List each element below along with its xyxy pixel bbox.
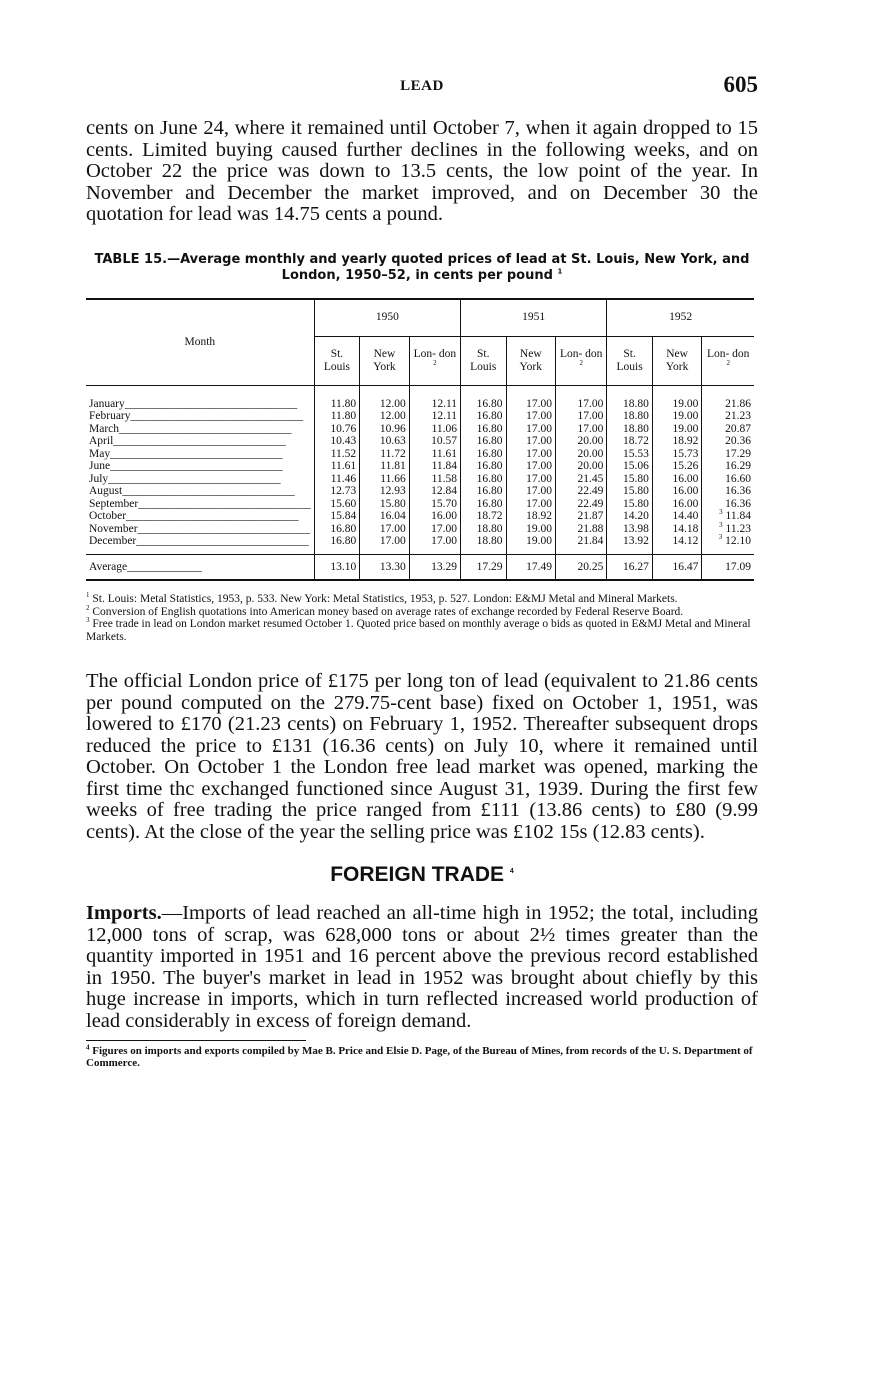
- subheader-st-louis: St. Louis: [461, 336, 507, 385]
- price-cell: 16.80: [461, 485, 507, 498]
- price-rows: [86, 385, 754, 554]
- price-cell: 20.00: [556, 448, 607, 461]
- price-cell: 21.86: [702, 385, 754, 410]
- price-cell: 15.80: [607, 498, 653, 511]
- price-cell: $^3$ 11.84: [702, 510, 754, 523]
- price-cell: 16.80: [314, 535, 360, 554]
- table-label: TABLE 15.: [94, 251, 168, 267]
- price-cell: 15.73: [652, 448, 702, 461]
- price-cell: 16.80: [461, 473, 507, 486]
- footnote-rule: [86, 1040, 306, 1041]
- price-cell: 18.80: [607, 410, 653, 423]
- price-cell: 11.80: [314, 410, 360, 423]
- table-caption-text: —Average monthly and yearly quoted prices of lead at St. Louis, New York, and London, 1950–52, in cents per pound: [167, 251, 750, 283]
- subheader-london: Lon- don $^2$: [702, 336, 754, 385]
- price-cell: 13.98: [607, 523, 653, 536]
- table-row: [86, 510, 754, 523]
- price-cell: 20.00: [556, 435, 607, 448]
- price-cell: 14.40: [652, 510, 702, 523]
- price-cell: 19.00: [506, 523, 556, 536]
- month-cell: August______________________________: [89, 485, 295, 497]
- price-cell: 12.00: [360, 385, 410, 410]
- price-cell: 19.00: [652, 410, 702, 423]
- table-row: [86, 410, 754, 423]
- table-footnote: $^3$ Free trade in lead on London market resumed October 1. Quoted price based on monthly average o bids as quoted in E&MJ Metal and Mineral Markets.: [86, 616, 751, 643]
- price-cell: 15.26: [652, 460, 702, 473]
- london-price-paragraph: The official London price of £175 per long ton of lead (equivalent to 21.86 cents per pound computed on the 279.75-cent base) fixed on October 1, 1951, was lowered to £170 (21.23 cents) on February 1, 1952. Thereafter subsequent drops reduced the price to £131 (16.36 cents) on July 10, where it remained until October. On October 1 the London free lead market was opened, marking the first time thc exchanged functioned since August 31, 1939. During the first few weeks of free trading the price ranged from £111 (13.86 cents) to £80 (9.99 cents). At the close of the year the selling price was £102 15s (12.83 cents).: [86, 670, 758, 843]
- price-cell: 18.72: [461, 510, 507, 523]
- average-cell: 17.09: [702, 554, 754, 580]
- price-cell: 21.23: [702, 410, 754, 423]
- average-cell: 16.47: [652, 554, 702, 580]
- price-cell: 17.00: [506, 498, 556, 511]
- price-cell: 15.80: [607, 485, 653, 498]
- table-row: [86, 385, 754, 410]
- price-cell: 11.72: [360, 448, 410, 461]
- price-cell: 15.53: [607, 448, 653, 461]
- page-number: 605: [723, 72, 758, 97]
- lead-price-table: [86, 298, 754, 582]
- average-cell: 16.27: [607, 554, 653, 580]
- average-cell: 17.49: [506, 554, 556, 580]
- price-cell: 16.60: [702, 473, 754, 486]
- average-cell: 13.30: [360, 554, 410, 580]
- month-cell: July______________________________: [89, 472, 281, 485]
- month-cell: May______________________________: [89, 447, 283, 460]
- price-cell: 19.00: [506, 535, 556, 554]
- price-cell: 17.00: [506, 385, 556, 410]
- price-cell: 11.06: [409, 423, 460, 436]
- price-cell: 10.76: [314, 423, 360, 436]
- price-cell: 17.00: [556, 410, 607, 423]
- month-cell: December______________________________: [89, 535, 309, 547]
- price-cell: 16.00: [652, 473, 702, 486]
- subheader-new-york: New York: [506, 336, 556, 385]
- price-cell: 22.49: [556, 485, 607, 498]
- price-cell: 15.06: [607, 460, 653, 473]
- imports-text: —Imports of lead reached an all-time high in 1952; the total, including 12,000 tons of scrap, was 628,000 tons or about 2½ times greater than the quantity imported in 1951 and 16 percent above the previous record established in 1950. The buyer's market in lead in 1952 was brought about chiefly by this huge increase in imports, which in turn reflected increased world production of lead considerably in excess of foreign demand.: [86, 902, 758, 1032]
- price-cell: 11.52: [314, 448, 360, 461]
- price-cell: 13.92: [607, 535, 653, 554]
- table-row: [86, 435, 754, 448]
- table-row: [86, 485, 754, 498]
- average-cell: 13.10: [314, 554, 360, 580]
- price-cell: 11.61: [314, 460, 360, 473]
- price-cell: 22.49: [556, 498, 607, 511]
- price-cell: 18.80: [607, 385, 653, 410]
- month-cell: October______________________________: [89, 510, 299, 522]
- table-row: [86, 423, 754, 436]
- price-cell: 15.70: [409, 498, 460, 511]
- price-cell: 21.87: [556, 510, 607, 523]
- intro-paragraph: cents on June 24, where it remained until October 7, when it again dropped to 15 cents. Limited buying caused further declines in the following weeks, and on October 22 the price was down to 13.5 cents, the low point of the year. In November and December the market improved, and on December 30 the quotation for lead was 14.75 cents a pound.: [86, 117, 758, 225]
- price-cell: 11.84: [409, 460, 460, 473]
- price-cell: 17.00: [506, 435, 556, 448]
- price-cell: 14.18: [652, 523, 702, 536]
- average-row: [86, 554, 754, 580]
- month-cell: February______________________________: [89, 410, 304, 422]
- price-cell: 10.57: [409, 435, 460, 448]
- price-cell: 17.00: [506, 460, 556, 473]
- month-cell: June______________________________: [89, 460, 283, 472]
- price-cell: $^3$ 11.23: [702, 523, 754, 536]
- price-cell: 16.00: [652, 498, 702, 511]
- price-cell: 17.00: [556, 385, 607, 410]
- price-cell: 16.80: [461, 435, 507, 448]
- section-heading: FOREIGN TRADE $^4$: [330, 863, 514, 886]
- year-header-1950: 1950: [314, 299, 460, 337]
- price-cell: $^3$ 12.10: [702, 535, 754, 554]
- price-cell: 17.29: [702, 448, 754, 461]
- price-cell: 15.60: [314, 498, 360, 511]
- price-cell: 20.87: [702, 423, 754, 436]
- price-cell: 16.80: [461, 385, 507, 410]
- price-cell: 17.00: [506, 423, 556, 436]
- table-footnote: $^2$ Conversion of English quotations into American money based on average rates of exchange recorded by Federal Reserve Board.: [86, 603, 684, 618]
- price-cell: 16.04: [360, 510, 410, 523]
- price-cell: 16.80: [461, 498, 507, 511]
- price-cell: 21.88: [556, 523, 607, 536]
- price-cell: 20.36: [702, 435, 754, 448]
- price-cell: 18.80: [461, 523, 507, 536]
- table-row: [86, 460, 754, 473]
- price-cell: 12.93: [360, 485, 410, 498]
- price-cell: 17.00: [409, 523, 460, 536]
- month-cell: January______________________________: [89, 397, 298, 410]
- price-cell: 17.00: [360, 523, 410, 536]
- month-cell: November______________________________: [89, 522, 311, 535]
- price-cell: 16.80: [461, 410, 507, 423]
- month-cell: September______________________________: [89, 497, 311, 510]
- price-cell: 12.11: [409, 410, 460, 423]
- price-cell: 16.80: [461, 423, 507, 436]
- price-cell: 19.00: [652, 423, 702, 436]
- price-cell: 17.00: [556, 423, 607, 436]
- imports-paragraph: [86, 903, 758, 1032]
- running-title: LEAD: [400, 78, 444, 94]
- price-cell: 18.92: [506, 510, 556, 523]
- price-cell: 16.80: [461, 460, 507, 473]
- price-cell: 12.84: [409, 485, 460, 498]
- month-cell: March______________________________: [89, 422, 292, 435]
- price-cell: 11.58: [409, 473, 460, 486]
- subheader-london: Lon- don $^2$: [556, 336, 607, 385]
- table-row: [86, 448, 754, 461]
- imports-lead: Imports.: [86, 902, 162, 924]
- month-cell: April______________________________: [89, 435, 286, 447]
- price-cell: 21.45: [556, 473, 607, 486]
- price-cell: 14.20: [607, 510, 653, 523]
- average-cell: 20.25: [556, 554, 607, 580]
- price-cell: 16.29: [702, 460, 754, 473]
- price-cell: 21.84: [556, 535, 607, 554]
- table-row: [86, 498, 754, 511]
- subheader-st-louis: St. Louis: [314, 336, 360, 385]
- month-column-header: Month: [86, 299, 314, 386]
- price-cell: 19.00: [652, 385, 702, 410]
- page-footnote: $^4$ Figures on imports and exports compiled by Mae B. Price and Elsie D. Page, of the Bureau of Mines, from records of the U. S. Department of Commerce.: [86, 1043, 753, 1069]
- price-cell: 20.00: [556, 460, 607, 473]
- price-cell: 11.66: [360, 473, 410, 486]
- caption-note-mark: 1: [557, 267, 563, 276]
- table-row: [86, 473, 754, 486]
- price-cell: 11.80: [314, 385, 360, 410]
- price-cell: 14.12: [652, 535, 702, 554]
- subheader-new-york: New York: [360, 336, 410, 385]
- price-cell: 16.36: [702, 485, 754, 498]
- year-header-1951: 1951: [461, 299, 607, 337]
- price-cell: 16.36: [702, 498, 754, 511]
- document-page: [86, 70, 758, 1069]
- price-cell: 15.80: [607, 473, 653, 486]
- price-cell: 10.63: [360, 435, 410, 448]
- price-cell: 17.00: [506, 485, 556, 498]
- price-cell: 16.00: [409, 510, 460, 523]
- price-cell: 17.00: [409, 535, 460, 554]
- price-cell: 10.43: [314, 435, 360, 448]
- price-cell: 12.73: [314, 485, 360, 498]
- price-cell: 11.61: [409, 448, 460, 461]
- average-cell: 13.29: [409, 554, 460, 580]
- year-header-1952: 1952: [607, 299, 754, 337]
- price-cell: 15.80: [360, 498, 410, 511]
- price-cell: 12.11: [409, 385, 460, 410]
- price-cell: 18.80: [461, 535, 507, 554]
- price-cell: 11.46: [314, 473, 360, 486]
- running-head: [86, 70, 758, 104]
- price-cell: 18.72: [607, 435, 653, 448]
- section-note-mark: 4: [509, 868, 514, 875]
- price-cell: 17.00: [360, 535, 410, 554]
- subheader-london: Lon- don $^2$: [409, 336, 460, 385]
- table-footnotes: [86, 593, 758, 643]
- price-cell: 17.00: [506, 473, 556, 486]
- average-label: Average_____________: [86, 554, 314, 580]
- price-cell: 10.96: [360, 423, 410, 436]
- price-cell: 18.80: [607, 423, 653, 436]
- table-footnote: $^1$ St. Louis: Metal Statistics, 1953, p. 533. New York: Metal Statistics, 1953, p. 527. London: E&MJ Metal and Mineral Markets.: [86, 591, 678, 605]
- average-cell: 17.29: [461, 554, 507, 580]
- subheader-st-louis: St. Louis: [607, 336, 653, 385]
- price-cell: 17.00: [506, 410, 556, 423]
- table-row: [86, 535, 754, 554]
- subheader-new-york: New York: [652, 336, 702, 385]
- price-cell: 12.00: [360, 410, 410, 423]
- price-cell: 16.80: [461, 448, 507, 461]
- price-cell: 17.00: [506, 448, 556, 461]
- price-cell: 15.84: [314, 510, 360, 523]
- table-caption: [86, 252, 758, 284]
- price-cell: 16.80: [314, 523, 360, 536]
- table-row: [86, 523, 754, 536]
- price-cell: 11.81: [360, 460, 410, 473]
- price-cell: 16.00: [652, 485, 702, 498]
- price-cell: 18.92: [652, 435, 702, 448]
